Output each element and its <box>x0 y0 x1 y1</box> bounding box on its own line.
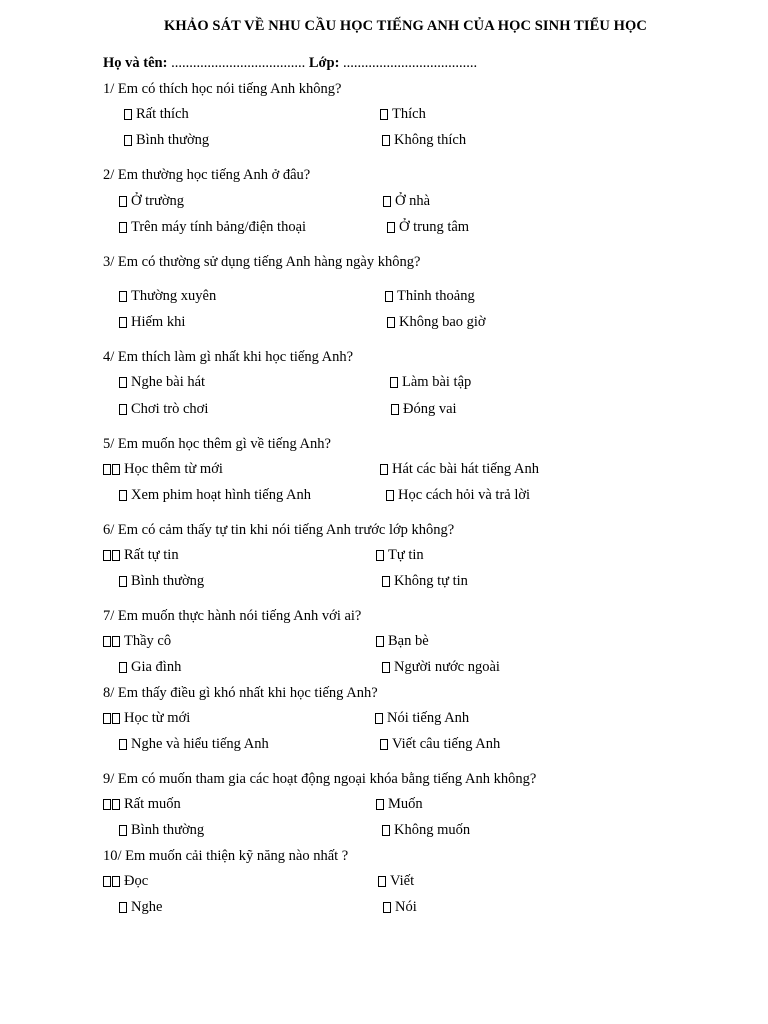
option[interactable]: Nói <box>383 899 417 916</box>
checkbox-icon[interactable] <box>112 876 120 887</box>
option[interactable]: Tự tin <box>376 547 424 564</box>
option[interactable]: Chơi trò chơi <box>119 401 208 418</box>
option[interactable]: Ở trung tâm <box>387 219 469 236</box>
option[interactable]: Bạn bè <box>376 633 429 650</box>
checkbox-icon <box>103 713 111 724</box>
question-2: 2/ Em thường học tiếng Anh ở đâu? <box>103 167 311 183</box>
checkbox-icon[interactable] <box>380 464 388 475</box>
option[interactable]: Bình thường <box>119 822 204 839</box>
option[interactable]: Hiếm khi <box>119 314 185 331</box>
checkbox-icon[interactable] <box>119 902 127 913</box>
checkbox-icon[interactable] <box>386 490 394 501</box>
option[interactable]: Trên máy tính bảng/điện thoại <box>119 219 306 236</box>
question-3: 3/ Em có thường sử dụng tiếng Anh hàng ngày không? <box>103 254 421 270</box>
option[interactable]: Học thêm từ mới <box>103 461 223 478</box>
checkbox-icon[interactable] <box>385 291 393 302</box>
checkbox-icon[interactable] <box>119 222 127 233</box>
question-6: 6/ Em có cảm thấy tự tin khi nói tiếng Anh trước lớp không? <box>103 522 455 538</box>
option[interactable]: Muốn <box>376 796 423 813</box>
checkbox-icon[interactable] <box>119 490 127 501</box>
option[interactable]: Rất tự tin <box>103 547 179 564</box>
question-7: 7/ Em muốn thực hành nói tiếng Anh với ai? <box>103 608 362 624</box>
option[interactable]: Đóng vai <box>391 401 457 418</box>
checkbox-icon[interactable] <box>112 550 120 561</box>
checkbox-icon[interactable] <box>376 799 384 810</box>
question-5: 5/ Em muốn học thêm gì về tiếng Anh? <box>103 436 331 452</box>
option[interactable]: Thích <box>380 106 426 123</box>
option[interactable]: Không muốn <box>382 822 470 839</box>
checkbox-icon[interactable] <box>112 464 120 475</box>
option[interactable]: Thường xuyên <box>119 288 216 305</box>
option[interactable]: Rất muốn <box>103 796 181 813</box>
question-10: 10/ Em muốn cải thiện kỹ năng nào nhất ? <box>103 848 349 864</box>
survey-title: KHẢO SÁT VỀ NHU CẦU HỌC TIẾNG ANH CỦA HỌC SINH TIỂU HỌC <box>163 18 647 34</box>
checkbox-icon[interactable] <box>119 404 127 415</box>
checkbox-icon[interactable] <box>119 377 127 388</box>
checkbox-icon[interactable] <box>376 550 384 561</box>
checkbox-icon[interactable] <box>380 109 388 120</box>
checkbox-icon[interactable] <box>119 576 127 587</box>
option[interactable]: Bình thường <box>119 573 204 590</box>
checkbox-icon[interactable] <box>119 291 127 302</box>
checkbox-icon[interactable] <box>375 713 383 724</box>
checkbox-icon[interactable] <box>387 317 395 328</box>
name-blank[interactable]: ..................................... <box>167 55 309 71</box>
checkbox-icon[interactable] <box>382 135 390 146</box>
option[interactable]: Gia đình <box>119 659 181 676</box>
option[interactable]: Nói tiếng Anh <box>375 710 469 727</box>
checkbox-icon[interactable] <box>380 739 388 750</box>
checkbox-icon <box>103 464 111 475</box>
option[interactable]: Nghe và hiểu tiếng Anh <box>119 736 269 753</box>
option[interactable]: Xem phim hoạt hình tiếng Anh <box>119 487 311 504</box>
option[interactable]: Đọc <box>103 873 148 890</box>
checkbox-icon[interactable] <box>390 377 398 388</box>
checkbox-icon[interactable] <box>119 662 127 673</box>
class-blank[interactable]: ..................................... <box>339 55 478 71</box>
option[interactable]: Ở trường <box>119 193 184 210</box>
checkbox-icon[interactable] <box>112 636 120 647</box>
question-9: 9/ Em có muốn tham gia các hoạt động ngoại khóa bằng tiếng Anh không? <box>103 771 537 787</box>
question-8: 8/ Em thấy điều gì khó nhất khi học tiếng Anh? <box>103 685 378 701</box>
checkbox-icon <box>103 876 111 887</box>
checkbox-icon[interactable] <box>378 876 386 887</box>
option[interactable]: Không bao giờ <box>387 314 486 331</box>
checkbox-icon[interactable] <box>382 662 390 673</box>
checkbox-icon[interactable] <box>383 196 391 207</box>
checkbox-icon <box>103 550 111 561</box>
checkbox-icon[interactable] <box>124 109 132 120</box>
option[interactable]: Thầy cô <box>103 633 171 650</box>
checkbox-icon <box>103 799 111 810</box>
class-label: Lớp: <box>308 55 340 71</box>
question-4: 4/ Em thích làm gì nhất khi học tiếng Anh? <box>103 349 354 365</box>
name-label: Họ và tên: <box>103 55 168 71</box>
checkbox-icon[interactable] <box>119 825 127 836</box>
checkbox-icon[interactable] <box>119 196 127 207</box>
checkbox-icon[interactable] <box>119 317 127 328</box>
checkbox-icon[interactable] <box>124 135 132 146</box>
option[interactable]: Ở nhà <box>383 193 430 210</box>
checkbox-icon[interactable] <box>391 404 399 415</box>
checkbox-icon[interactable] <box>382 825 390 836</box>
option[interactable]: Bình thường <box>124 132 209 149</box>
option[interactable]: Nghe bài hát <box>119 374 205 391</box>
option[interactable]: Học cách hỏi và trả lời <box>386 487 530 504</box>
option[interactable]: Người nước ngoài <box>382 659 500 676</box>
option[interactable]: Không thích <box>382 132 466 149</box>
option[interactable]: Nghe <box>119 899 162 916</box>
option[interactable]: Rất thích <box>124 106 189 123</box>
option[interactable]: Hát các bài hát tiếng Anh <box>380 461 539 478</box>
option[interactable]: Làm bài tập <box>390 374 471 391</box>
option[interactable]: Thỉnh thoảng <box>385 288 475 305</box>
checkbox-icon[interactable] <box>119 739 127 750</box>
checkbox-icon[interactable] <box>382 576 390 587</box>
option[interactable]: Không tự tin <box>382 573 468 590</box>
checkbox-icon[interactable] <box>112 713 120 724</box>
option[interactable]: Học từ mới <box>103 710 190 727</box>
option[interactable]: Viết <box>378 873 414 890</box>
question-1: 1/ Em có thích học nói tiếng Anh không? <box>103 81 342 97</box>
checkbox-icon <box>103 636 111 647</box>
checkbox-icon[interactable] <box>112 799 120 810</box>
student-info-line <box>103 55 477 72</box>
checkbox-icon[interactable] <box>383 902 391 913</box>
option[interactable]: Viết câu tiếng Anh <box>380 736 500 753</box>
checkbox-icon[interactable] <box>387 222 395 233</box>
checkbox-icon[interactable] <box>376 636 384 647</box>
